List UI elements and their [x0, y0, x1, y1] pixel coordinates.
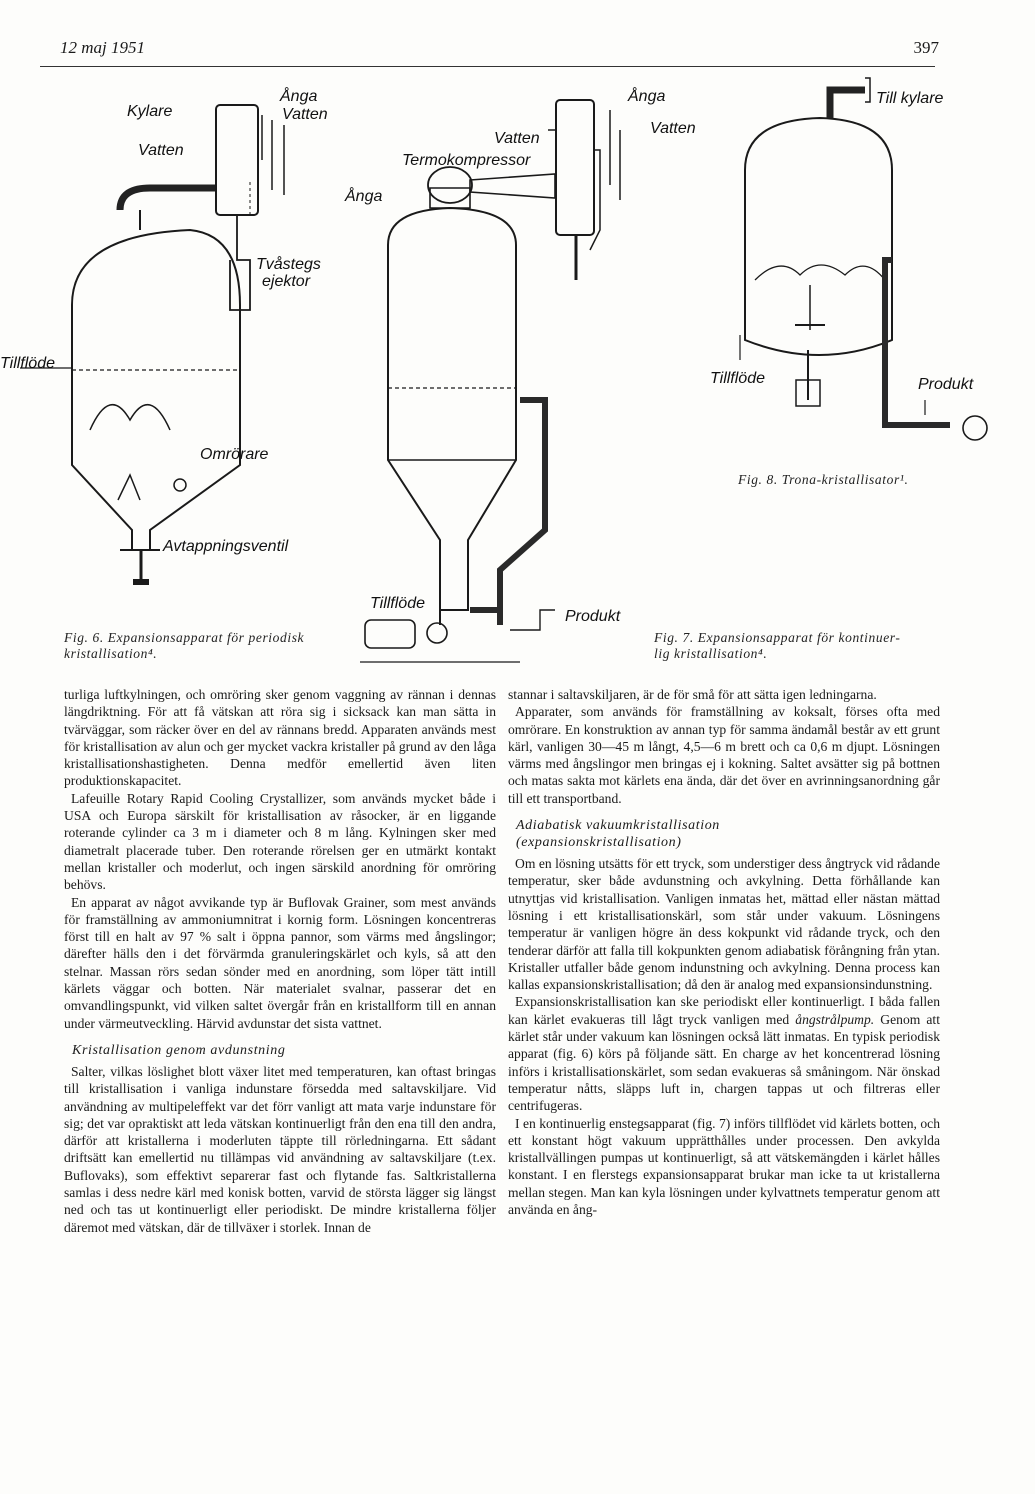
- fig8-label-tillflode: Tillflöde: [710, 370, 765, 387]
- fig6-label-ejektor1: Tvåstegs: [256, 256, 321, 273]
- fig7-drawing: [360, 100, 620, 662]
- page-header: [40, 38, 939, 67]
- fig6-label-ventil: Avtappningsventil: [163, 538, 289, 555]
- paragraph: Expansionskristallisation kan ske periodiskt eller kontinuerligt. I båda fallen kan kärlet evakueras till lågt tryck vanligen med ångstrålpump. Genom att kärlet står under vakuum kan lösningen också lätt inmatas. En typisk periodisk apparat (fig. 6) körs på följande sätt. En charge av het koncentrerad lösning införs i kristallisationskärlet, som sedan evakueras så småningom. När önskad temperatur nåtts, släpps luft in, chargen tappas ut och filtreras eller centrifugeras.: [508, 994, 940, 1114]
- paragraph: Om en lösning utsätts för ett tryck, som understiger dess ångtryck vid rådande temperatur, sker både avdunstning och avkylning. Detta förhållande kan utnyttjas vid kristallisation. Vanligen inmatas het, mättad eller nästan mättad lösning i ett kristallisationskärl, som står under vakuum. Lösningens temperatur är vanligen högre än dess kokpunkt vid rådande tryck, och den tenderar därför att falla till kokpunkten genom adiabatisk förångning från ytan. Kristaller utfaller både genom indunstning och avkylning. Denna process kan kallas expansionskristallisation; då den är analog med expansionsindunstning.: [508, 856, 940, 993]
- paragraph: stannar i saltavskiljaren, är de för små för att sätta igen ledningarna.: [508, 687, 877, 702]
- right-text-column: [508, 686, 940, 1218]
- section-subheading: (expansionskristallisation): [516, 835, 682, 851]
- paragraph: Lafeuille Rotary Rapid Cooling Crystallizer, som används mycket både i USA och Europa särskilt för kristallisation av råsocker, är en liggande roterande cylinder ca 3 m i diameter och 8 m lång. Kylningen sker med diametralt placerade tuber. Den roterande rörelsen ger en utmärkt kontakt mellan kristaller och moderlut, och ingen särskild anordning för omröring behövs.: [64, 790, 496, 893]
- paragraph: Apparater, som används för framställning av koksalt, förses ofta med omrörare. En konstruktion av annan typ för samma ändamål består av ett grunt kärl, vanligen 30—45 m långt, 4,5—6 m brett och ca 0,6 m djupt. Lösningen värms med ångslingor men bringas ej i kokning. Saltet avsätter sig på bottnen och matas sakta mot kärlets ena ända, där det över en avrinningsanordning går till ett transportband.: [508, 704, 940, 806]
- fig8-label-produkt: Produkt: [918, 376, 974, 393]
- fig8-caption: Fig. 8. Trona-kristallisator¹.: [738, 472, 909, 487]
- fig7-label-tillflode: Tillflöde: [370, 595, 425, 612]
- fig7-label-vatten-right: Vatten: [650, 120, 696, 137]
- emphasis-term: ångstrålpump.: [795, 1011, 875, 1027]
- fig7-caption: Fig. 7. Expansionsapparat för kontinuer- lig kristallisation⁴.: [654, 630, 901, 661]
- paragraph: turliga luftkylningen, och omröring sker genom vaggning av rännan i dennas längdriktning. För att få vätskan att röra sig i sicksack kan man sätta in tvärväggar, som räcker över en del av rännans bredd. Apparaten används mest för kristallisation av alun och ger mycket vackra kristaller på grund av den låga kristallisationshastigheten. Denna medför emellertid även liten produktionskapacitet.: [64, 687, 496, 789]
- fig6-label-tillflode: Tillflöde: [0, 355, 55, 372]
- figures-area: [0, 70, 1035, 670]
- fig8-label-till-kylare: Till kylare: [876, 90, 944, 107]
- paragraph: En apparat av något avvikande typ är Buflovak Grainer, som mest används för framställning av ammoniumnitrat i kornig form. Lösningen koncentreras först till en halt av 97 % salt i öppna pannor, som värms med ångslingor; därefter hälls den i det förvärmda granuleringskärlet och kyls, så att den stelnar. Massan rörs sedan sönder med en anordning, som löper tätt intill kärlets väggar och botten. När materialet svalnar, passerar det en omvandlingspunkt, vid vilken saltet övergår från en kristallform till en annan under värmeutveckling. Härvid avdunstar det sista vattnet.: [64, 894, 496, 1031]
- section-heading: Kristallisation genom avdunstning: [72, 1042, 286, 1058]
- fig6-drawing: [20, 105, 284, 584]
- fig6-label-ejektor2: ejektor: [262, 273, 311, 290]
- paragraph: I en kontinuerlig enstegsapparat (fig. 7) införs tillflödet vid kärlets botten, och ett konstant högt vakuum upprätthålles under processen. Den avkylda kristallvällingen pumpas ut kontinuerligt, så att vätskemängden i kärlet hålles konstant. I en flerstegs expansionsapparat brukar man icke ta ut kristallerna mellan stegen. Man kan kyla lösningen under kylvattnets temperatur genom att använda en ång-: [508, 1115, 940, 1218]
- left-text-column: [64, 686, 496, 1236]
- fig6-label-vatten2: Vatten: [282, 106, 328, 123]
- fig7-label-anga-left: Ånga: [345, 188, 383, 205]
- fig6-label-vatten: Vatten: [138, 142, 184, 159]
- fig6-label-omrorare: Omrörare: [200, 446, 269, 463]
- section-heading: Adiabatisk vakuumkristallisation: [516, 818, 720, 834]
- fig7-label-vatten-left: Vatten: [494, 130, 540, 147]
- fig6-caption: Fig. 6. Expansionsapparat för periodisk kristallisation⁴.: [64, 630, 305, 661]
- issue-date: 12 maj 1951: [60, 38, 145, 57]
- fig6-label-kylare: Kylare: [127, 103, 173, 120]
- page-number: 397: [913, 38, 939, 57]
- fig7-label-produkt: Produkt: [565, 608, 621, 625]
- fig6-label-anga: Ånga: [280, 88, 318, 105]
- fig7-label-anga-top: Ånga: [628, 88, 666, 105]
- fig7-label-termokompressor: Termokompressor: [402, 152, 531, 169]
- paragraph: Salter, vilkas löslighet blott växer litet med temperaturen, kan oftast bringas till kristallisation i vanliga indunstare försedda med saltavskiljare. Vid användning av multipeleffekt var det förr vanligt att mata varje indunstare för sig; det var opraktiskt att leda vätskan kontinuerligt från den ena till den andra, därför att kristallerna i moderluten täppte till rörledningarna. Ett sådant driftsätt kan emellertid nu tillämpas vid användning av saltavskiljare (t.ex. Buflovaks), som effektivt separerar fast och flytande fas. Saltkristallerna samlas i dess nedre kärl med konisk botten, varvid de största lägger sig längst ned och tas ut kontinuerligt eller periodiskt. De mindre kristallerna följer däremot med vätskan, där de tillväxer i storlek. Innan de: [64, 1063, 496, 1235]
